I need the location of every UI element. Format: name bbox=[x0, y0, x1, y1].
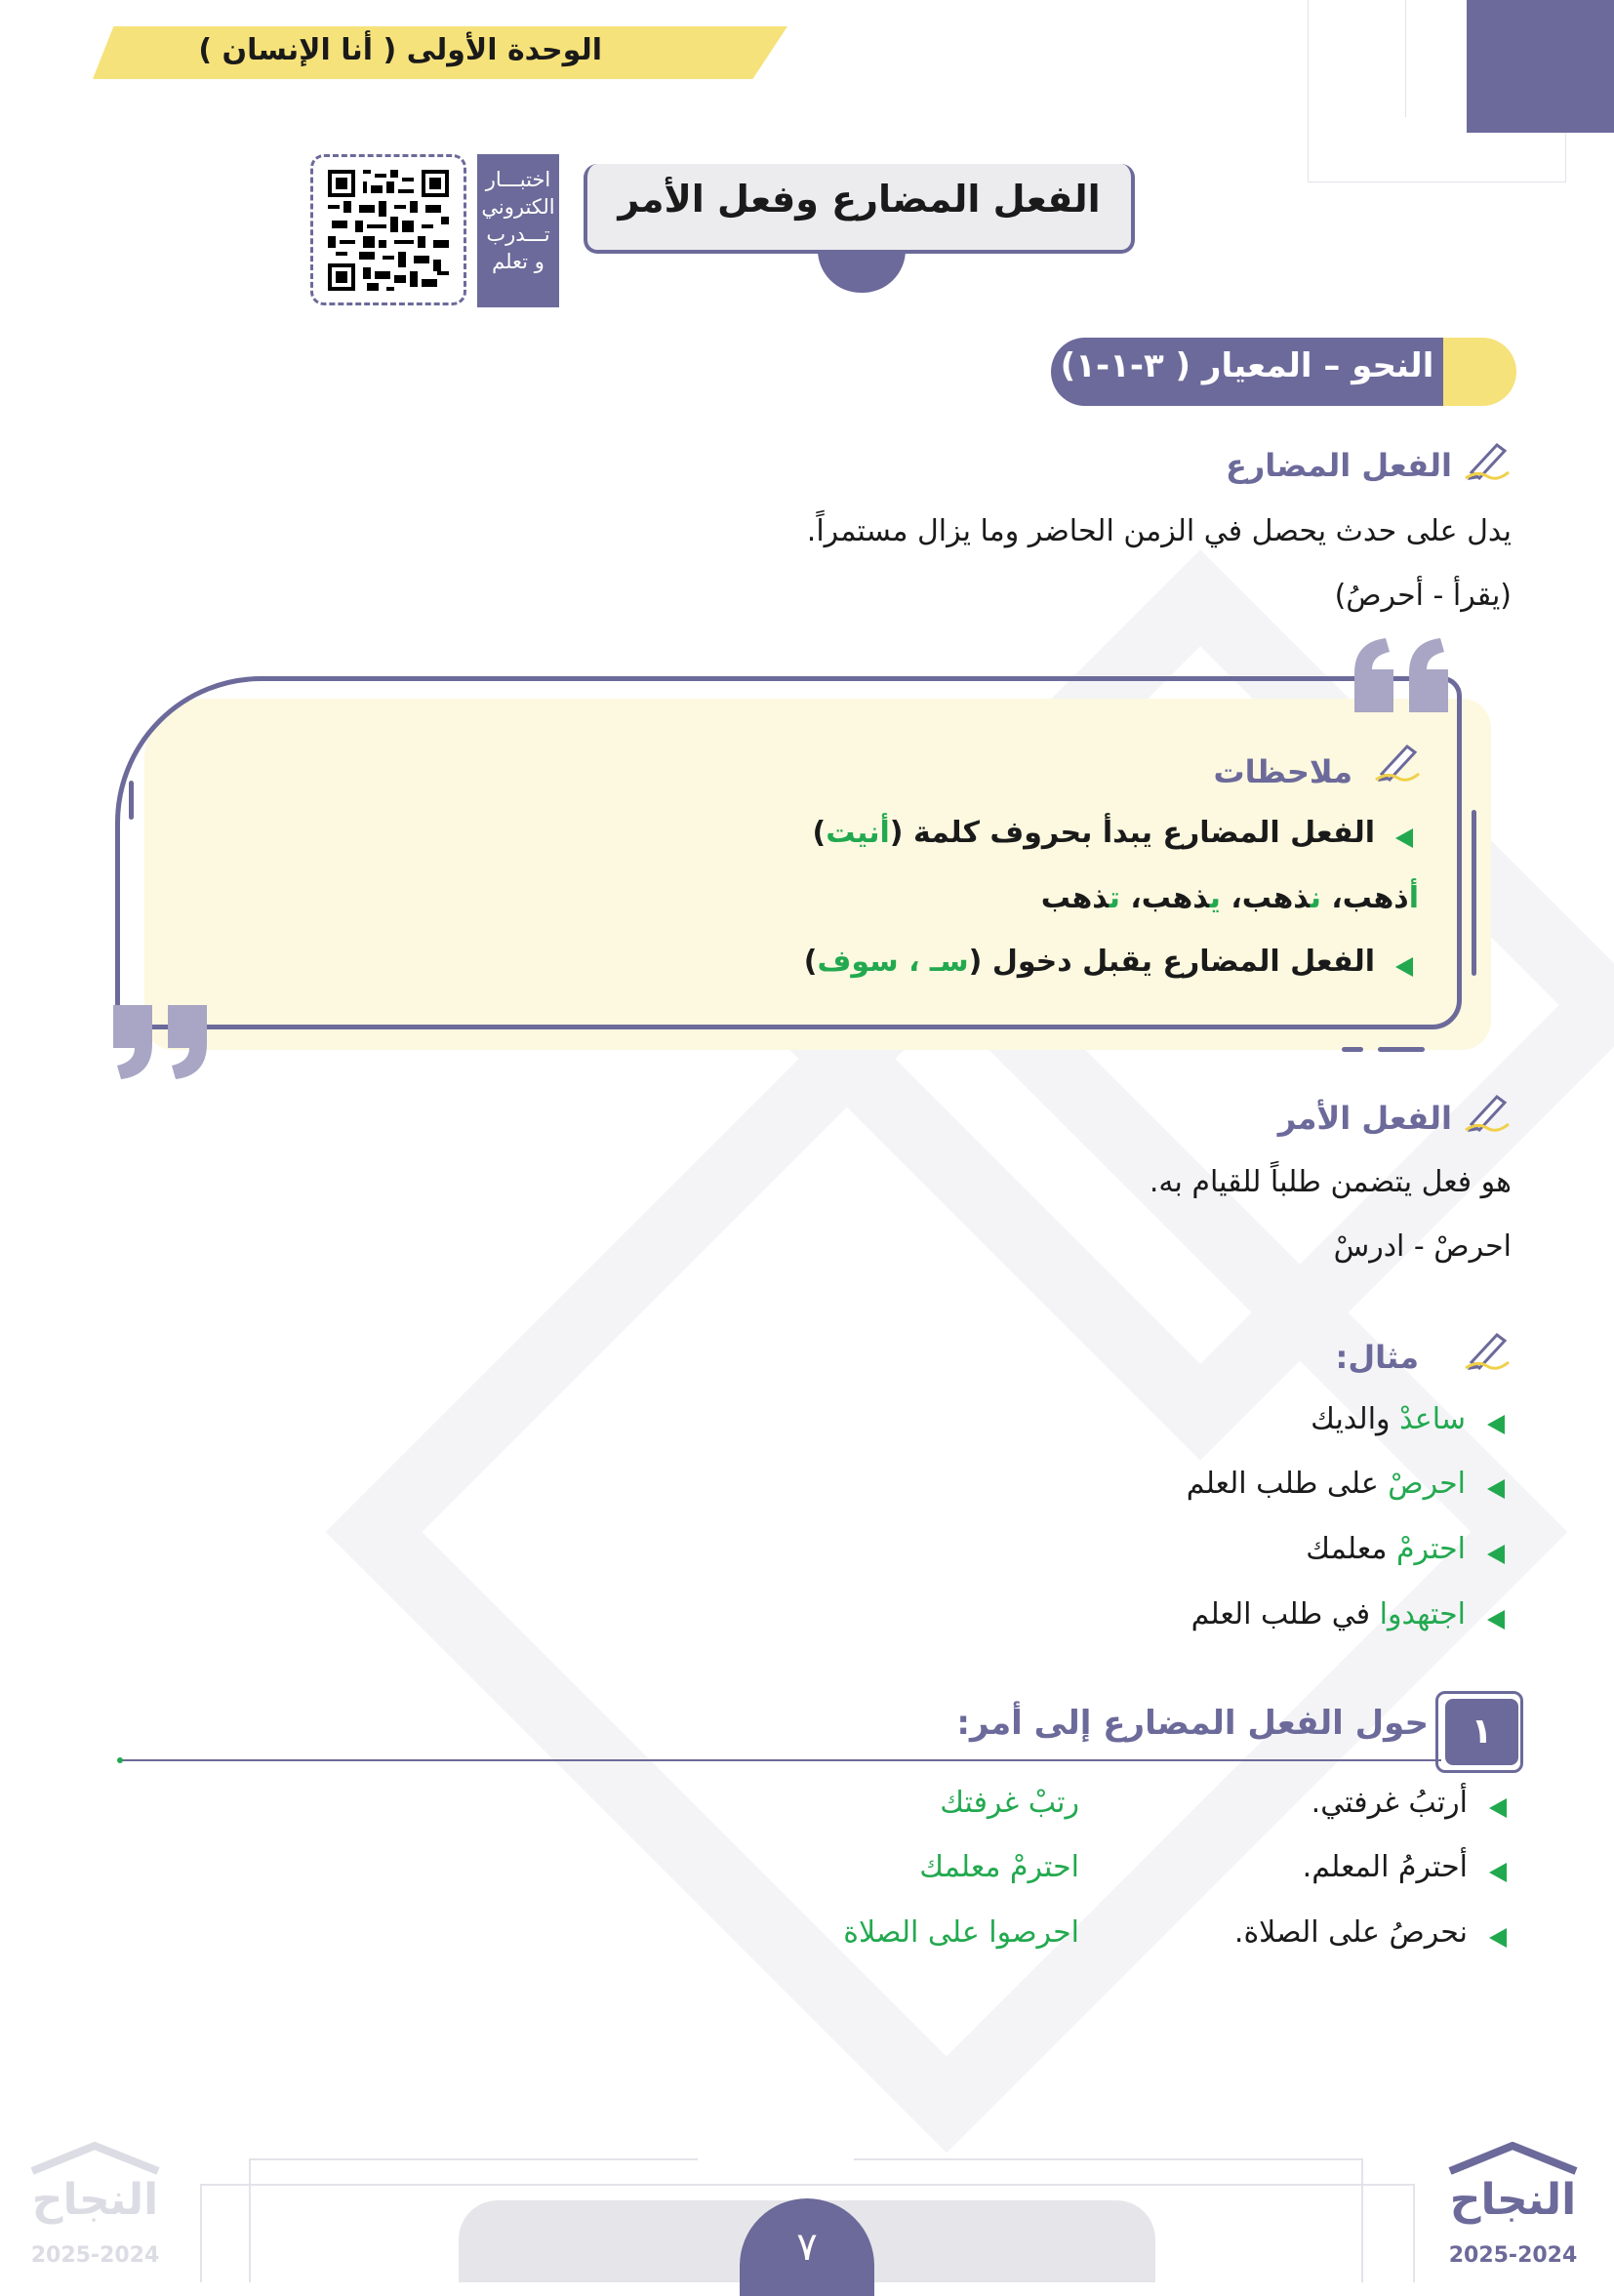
imperative-heading: الفعل الأمر bbox=[1277, 1100, 1452, 1137]
page-number: ٧ bbox=[740, 2198, 874, 2296]
example-rest: معلمك bbox=[1306, 1532, 1396, 1566]
example-item bbox=[1306, 1532, 1466, 1566]
present-verb-definition: يدل على حدث يحصل في الزمن الحاضر وما يزال مستمراً. bbox=[806, 514, 1512, 548]
footer-decoration-line bbox=[249, 2158, 251, 2282]
logo-year: 2025-2024 bbox=[30, 2243, 160, 2268]
quiz-label bbox=[477, 154, 559, 307]
exercise-answer: احترمْ معلمك bbox=[919, 1850, 1079, 1884]
example-item bbox=[1311, 1402, 1466, 1436]
quiz-label-line: و تعلم bbox=[492, 250, 545, 273]
footer-decoration-line bbox=[249, 2158, 698, 2160]
exercise-question: أرتبُ غرفتي. bbox=[1311, 1786, 1468, 1820]
logo bbox=[1442, 2142, 1584, 2278]
notes-frame-dash bbox=[1342, 1047, 1363, 1052]
present-verb-examples: (يقرأ - أحرصُ) bbox=[1334, 579, 1512, 613]
word-rest: ذهب bbox=[1241, 881, 1311, 915]
example-verb: ساعدْ bbox=[1399, 1402, 1466, 1436]
quiz-label-line: الكتروني bbox=[481, 195, 555, 219]
close-quote-icon bbox=[103, 995, 211, 1083]
prefix-letter: ن bbox=[1310, 881, 1321, 915]
lesson-title: الفعل المضارع وفعل الأمر bbox=[618, 178, 1101, 221]
exercise-title: حول الفعل المضارع إلى أمر: bbox=[956, 1704, 1429, 1743]
example-verb: احترمْ bbox=[1395, 1532, 1466, 1566]
bullet-arrow-icon bbox=[1395, 828, 1413, 848]
unit-title: الوحدة الأولى ( أنا الإنسان ) bbox=[198, 33, 602, 67]
present-verb-heading: الفعل المضارع bbox=[1225, 447, 1452, 484]
example-item bbox=[1191, 1597, 1466, 1631]
imperative-definition: هو فعل يتضمن طلباً للقيام به. bbox=[1149, 1165, 1512, 1199]
corner-decoration-block bbox=[1467, 0, 1614, 133]
notes-frame-dash bbox=[129, 781, 134, 820]
notes-frame-dash bbox=[1378, 1047, 1425, 1052]
examples-heading: مثال: bbox=[1335, 1339, 1419, 1376]
example-verb: اجتهدوا bbox=[1379, 1597, 1466, 1631]
exercise-answer: احرصوا على الصلاة bbox=[843, 1915, 1079, 1950]
bullet-arrow-icon bbox=[1489, 1798, 1507, 1818]
note-text: الفعل المضارع يقبل دخول ( bbox=[968, 945, 1375, 979]
note-item bbox=[813, 816, 1375, 850]
qr-code-icon bbox=[328, 170, 449, 291]
note-text: الفعل المضارع يبدأ بحروف كلمة ( bbox=[889, 816, 1375, 850]
exercise-question: نحرصُ على الصلاة. bbox=[1233, 1915, 1468, 1950]
example-rest: والديك bbox=[1311, 1402, 1400, 1436]
logo-watermark bbox=[24, 2142, 166, 2278]
quiz-label-line: تـــدرب bbox=[486, 222, 550, 246]
open-quote-icon bbox=[1351, 634, 1458, 722]
letters-example bbox=[1041, 881, 1419, 915]
notes-frame-dash bbox=[1472, 810, 1476, 976]
bullet-arrow-icon bbox=[1487, 1415, 1505, 1434]
section-title: النحو – المعيار ( ٣-١-١) bbox=[1060, 346, 1434, 385]
exercise-number: ١ bbox=[1445, 1699, 1518, 1765]
note-highlight: أنيت bbox=[826, 816, 890, 850]
qr-code[interactable] bbox=[310, 154, 466, 305]
bullet-arrow-icon bbox=[1489, 1863, 1507, 1882]
prefix-letter: أ bbox=[1408, 881, 1419, 915]
bullet-arrow-icon bbox=[1395, 957, 1413, 977]
example-item bbox=[1187, 1467, 1466, 1501]
section-pill-accent bbox=[1435, 338, 1516, 406]
exercise-question: أحترمُ المعلم. bbox=[1302, 1850, 1468, 1884]
word-rest: ذهب bbox=[1342, 881, 1409, 915]
pen-icon bbox=[1464, 1327, 1511, 1370]
note-close: ) bbox=[812, 816, 827, 850]
word-rest: ذهب bbox=[1141, 881, 1210, 915]
footer-decoration-line bbox=[854, 2158, 1361, 2160]
imperative-examples: احرصْ - ادرسْ bbox=[1333, 1229, 1512, 1264]
bullet-arrow-icon bbox=[1489, 1928, 1507, 1948]
example-verb: احرصْ bbox=[1388, 1467, 1466, 1501]
prefix-letter: ت bbox=[1109, 881, 1120, 915]
pen-icon bbox=[1464, 1089, 1511, 1132]
note-highlight: سـ ، سوف bbox=[817, 945, 969, 979]
note-item bbox=[804, 945, 1375, 979]
pen-icon bbox=[1464, 437, 1511, 480]
pen-icon bbox=[1374, 739, 1421, 782]
prefix-letter: ي bbox=[1209, 881, 1221, 915]
footer-decoration-line bbox=[1361, 2158, 1363, 2282]
notes-heading: ملاحظات bbox=[1213, 753, 1352, 790]
title-notch bbox=[818, 250, 906, 293]
exercise-underline bbox=[119, 1759, 1441, 1761]
exercise-answer: رتبْ غرفتك bbox=[940, 1786, 1079, 1820]
example-rest: على طلب العلم bbox=[1186, 1467, 1389, 1501]
bullet-arrow-icon bbox=[1487, 1479, 1505, 1499]
footer-decoration-line bbox=[200, 2184, 202, 2282]
logo-year: 2025-2024 bbox=[1448, 2243, 1578, 2268]
footer-decoration-line bbox=[200, 2184, 1415, 2186]
corner-decoration-line bbox=[1308, 181, 1566, 182]
logo-text: النجاح bbox=[31, 2175, 159, 2225]
corner-decoration-line bbox=[1405, 0, 1406, 117]
example-rest: في طلب العلم bbox=[1190, 1597, 1380, 1631]
bullet-arrow-icon bbox=[1487, 1545, 1505, 1564]
logo-text: النجاح bbox=[1449, 2175, 1577, 2225]
word-rest: ذهب bbox=[1040, 881, 1110, 915]
note-close: ) bbox=[803, 945, 818, 979]
separator: ، bbox=[1119, 881, 1142, 915]
bullet-arrow-icon bbox=[1487, 1610, 1505, 1630]
footer-decoration-line bbox=[1413, 2184, 1415, 2282]
separator: ، bbox=[1320, 881, 1343, 915]
quiz-label-line: اختبـــار bbox=[485, 168, 551, 191]
separator: ، bbox=[1220, 881, 1242, 915]
exercise-line-dot bbox=[117, 1757, 123, 1763]
corner-decoration-line bbox=[1308, 0, 1309, 181]
